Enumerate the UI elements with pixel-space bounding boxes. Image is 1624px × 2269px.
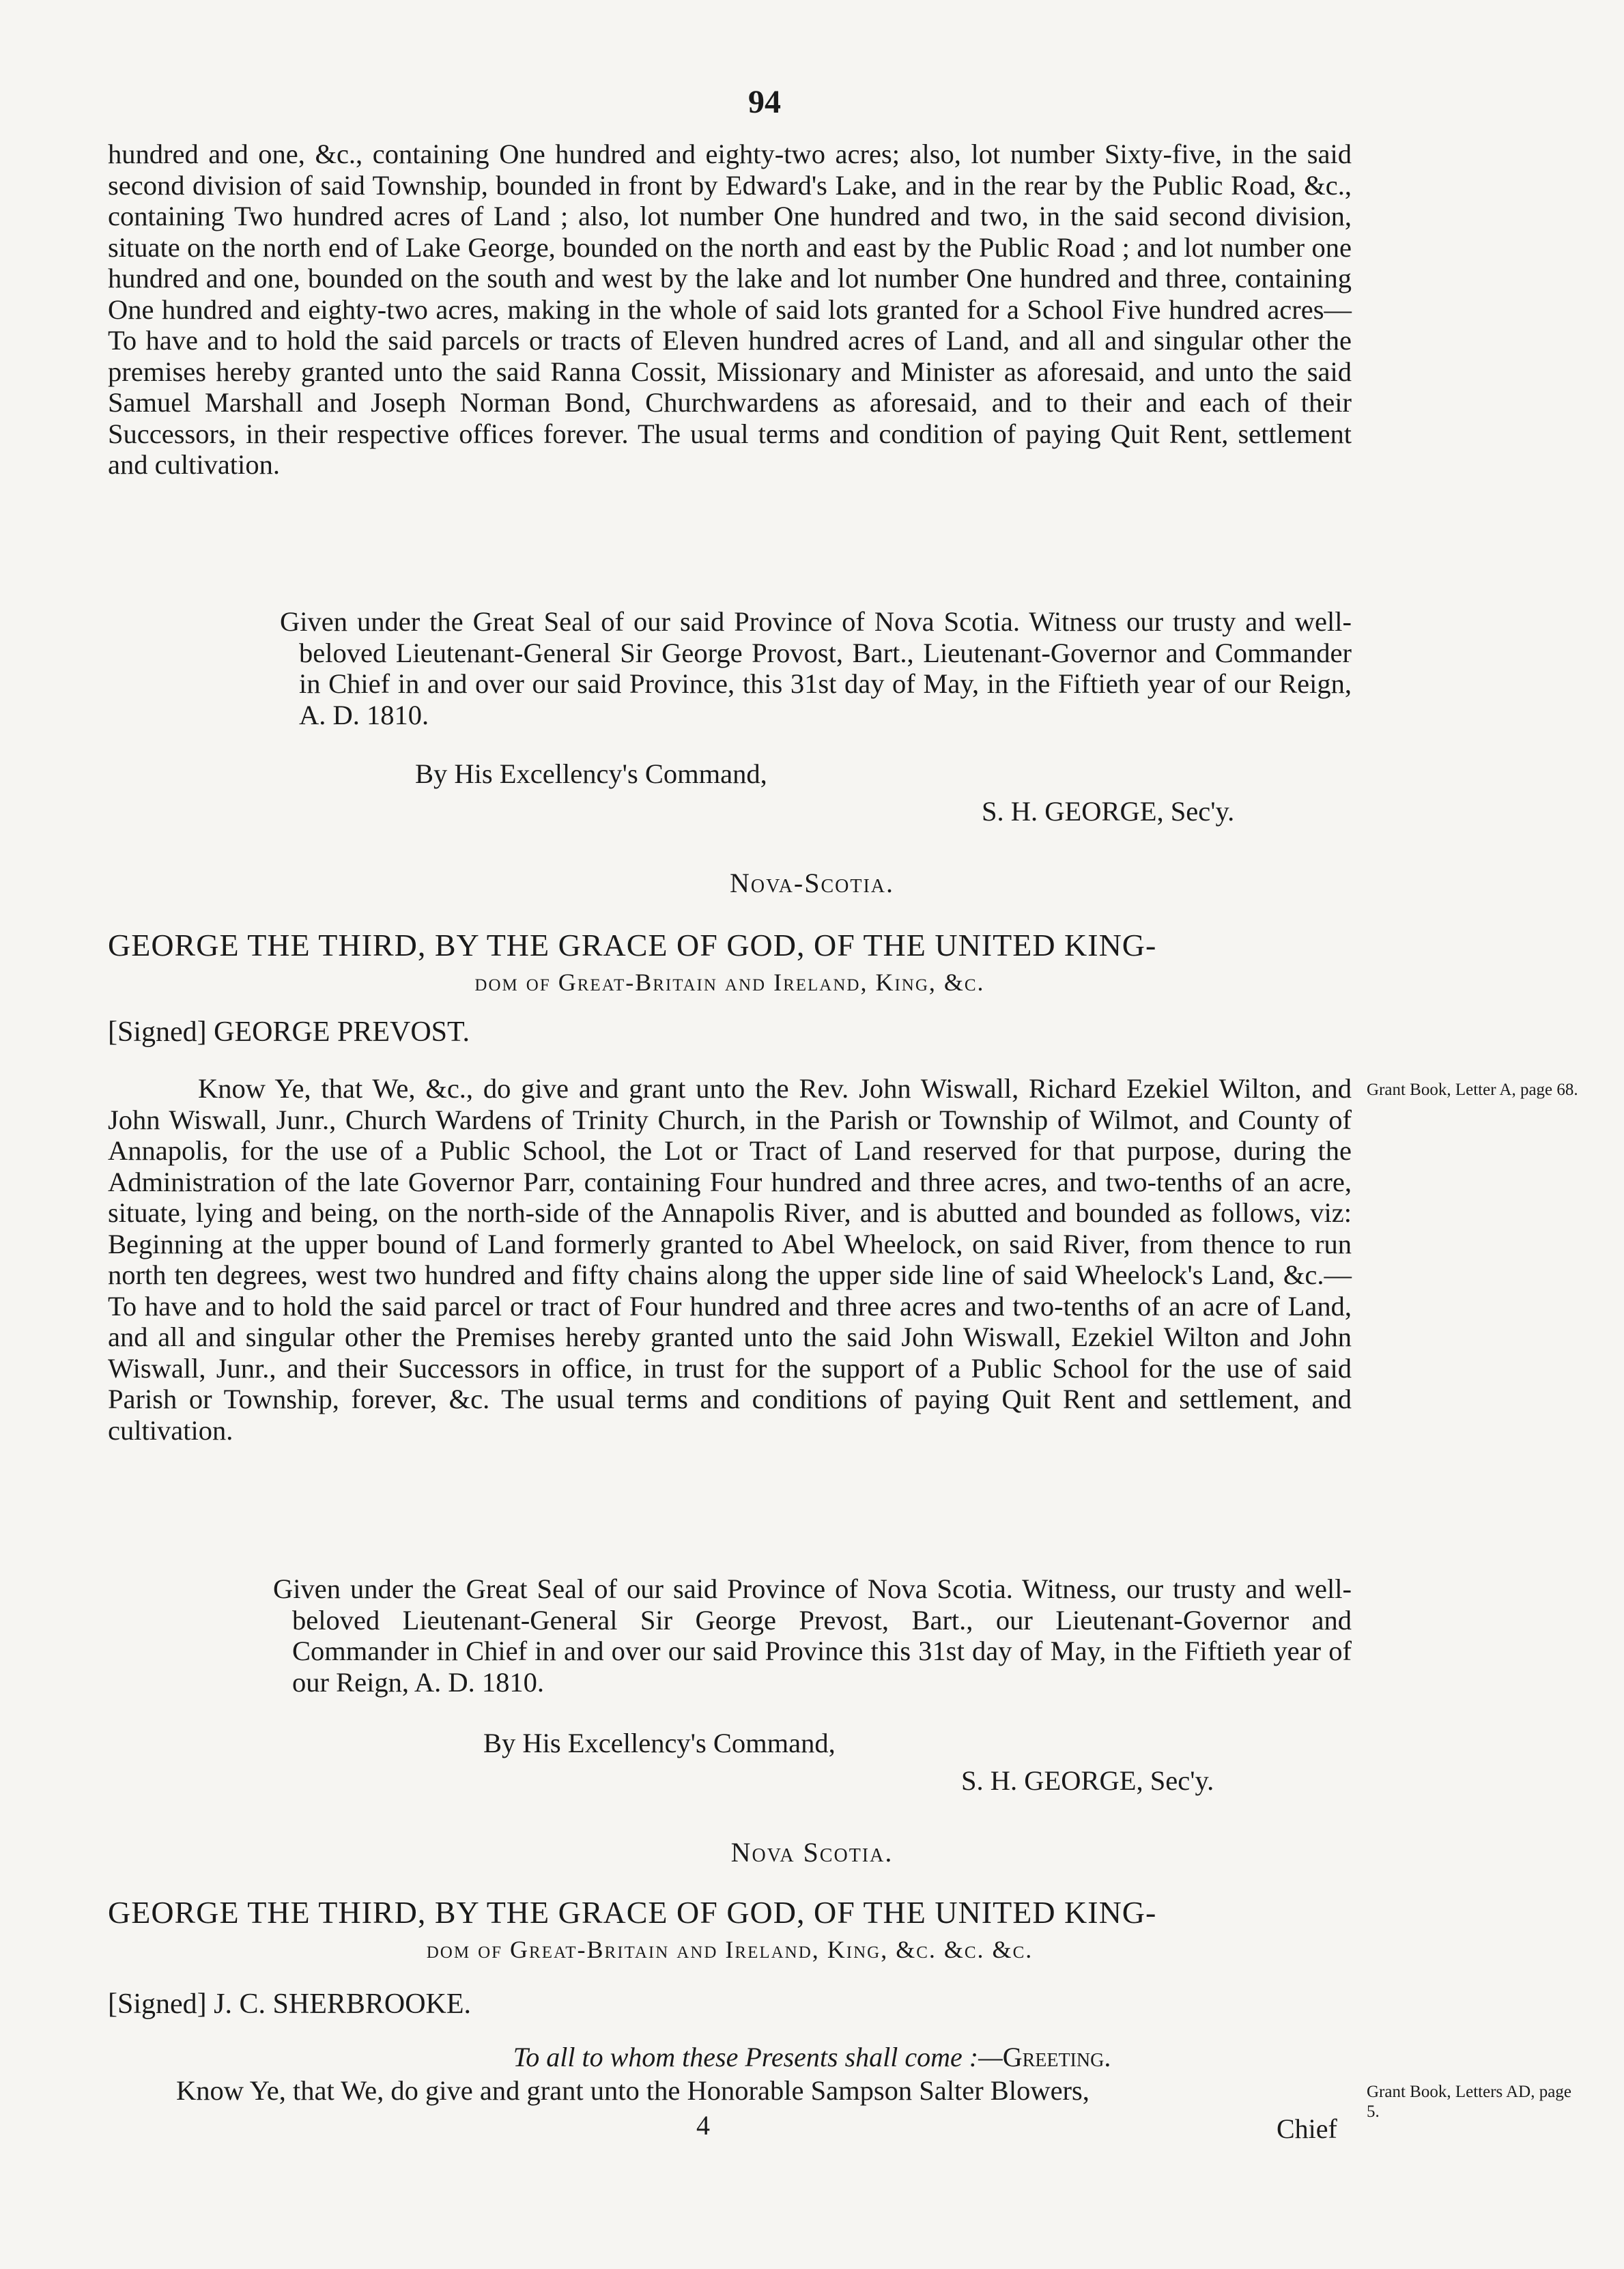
section3-greeting: To all to whom these Presents shall come :—Greeting.	[513, 2042, 1111, 2072]
signature-mark: 4	[696, 2110, 710, 2141]
section2-given-clause: Given under the Great Seal of our said Province of Nova Scotia. Witness, our trusty and well-beloved Lieutenant-General Sir George Prevost, Bart., our Lieutenant-Governor and Commander in Chief in and over our said Province this 31st day of May, in the Fiftieth year of our Reign, A. D. 1810.	[273, 1573, 1352, 1698]
section2-signed: [Signed] GEORGE PREVOST.	[108, 1016, 470, 1048]
section2-dominion-line: dom of Great-Britain and Ireland, King, &c.	[474, 969, 985, 996]
section2-province-heading: Nova-Scotia.	[729, 868, 895, 898]
section3-signed: [Signed] J. C. SHERBROOKE.	[108, 1988, 472, 2020]
section2-paragraph: Know Ye, that We, &c., do give and grant unto the Rev. John Wiswall, Richard Ezekiel Wilton, and John Wiswall, Junr., Church Wardens of Trinity Church, in the Parish or Township of Wilmot, and County of Annapolis, for the use of a Public School, the Lot or Tract of Land reserved for that purpose, during the Administration of the late Governor Parr, containing Four hundred and three acres, and two-tenths of an acre, situate, lying and being, on the north-side of the Annapolis River, and is abutted and bounded as follows, viz: Beginning at the upper bound of Land formerly granted to Abel Wheelock, on said River, from thence to run north ten degrees, west two hundred and fifty chains along the upper side line of said Wheelock's Land, &c.—To have and to hold the said parcel or tract of Four hundred and three acres and two-tenths of an acre of Land, and all and singular other the Premises hereby granted unto the said John Wiswall, Ezekiel Wilton and John Wiswall, Junr., and their Successors in office, in trust for the support of a Public School for the use of said Parish or Township, forever, &c. The usual terms and conditions of paying Quit Rent and settlement, and cultivation.	[108, 1073, 1352, 1446]
section1-paragraph: hundred and one, &c., containing One hundred and eighty-two acres; also, lot number Sixty-five, in the said second division of said Township, bounded in front by Edward's Lake, and in the rear by the Public Road, &c., containing Two hundred acres of Land ; also, lot number One hundred and two, in the said second division, situate on the north end of Lake George, bounded on the north and east by the Public Road ; and lot number one hundred and one, bounded on the south and west by the lake and lot number One hundred and three, containing One hundred and eighty-two acres, making in the whole of said lots granted for a School Five hundred acres—To have and to hold the said parcels or tracts of Eleven hundred acres of Land, and all and singular other the premises hereby granted unto the said Ranna Cossit, Missionary and Minister as aforesaid, and unto the said Samuel Marshall and Joseph Norman Bond, Churchwardens as aforesaid, and to their and each of their Successors, in their respective offices forever. The usual terms and condition of paying Quit Rent, settlement and cultivation.	[108, 139, 1352, 480]
catchword: Chief	[1277, 2113, 1337, 2144]
section1-secretary: S. H. GEORGE, Sec'y.	[982, 796, 1235, 827]
page-number: 94	[748, 84, 781, 120]
section2-king-line: GEORGE THE THIRD, BY THE GRACE OF GOD, OF THE UNITED KING-	[108, 928, 1157, 962]
section2-margin-note: Grant Book, Letter A, page 68.	[1367, 1081, 1578, 1099]
section3-king-line: GEORGE THE THIRD, BY THE GRACE OF GOD, OF THE UNITED KING-	[108, 1895, 1157, 1930]
section2-secretary: S. H. GEORGE, Sec'y.	[961, 1765, 1214, 1796]
section1-given-clause: Given under the Great Seal of our said Province of Nova Scotia. Witness our trusty and well-beloved Lieutenant-General Sir George Provost, Bart., Lieutenant-Governor and Commander in Chief in and over our said Province, this 31st day of May, in the Fiftieth year of our Reign, A. D. 1810.	[280, 606, 1352, 730]
section3-dominion-line: dom of Great-Britain and Ireland, King, &c. &c. &c.	[426, 1936, 1034, 1963]
section2-command: By His Excellency's Command,	[483, 1728, 836, 1758]
section3-opening: Know Ye, that We, do give and grant unto the Honorable Sampson Salter Blowers,	[176, 2075, 1089, 2106]
section3-province-heading: Nova Scotia.	[730, 1837, 894, 1868]
section1-command: By His Excellency's Command,	[415, 758, 767, 789]
section3-margin-note: Grant Book, Letters AD, page 5.	[1367, 2083, 1571, 2121]
